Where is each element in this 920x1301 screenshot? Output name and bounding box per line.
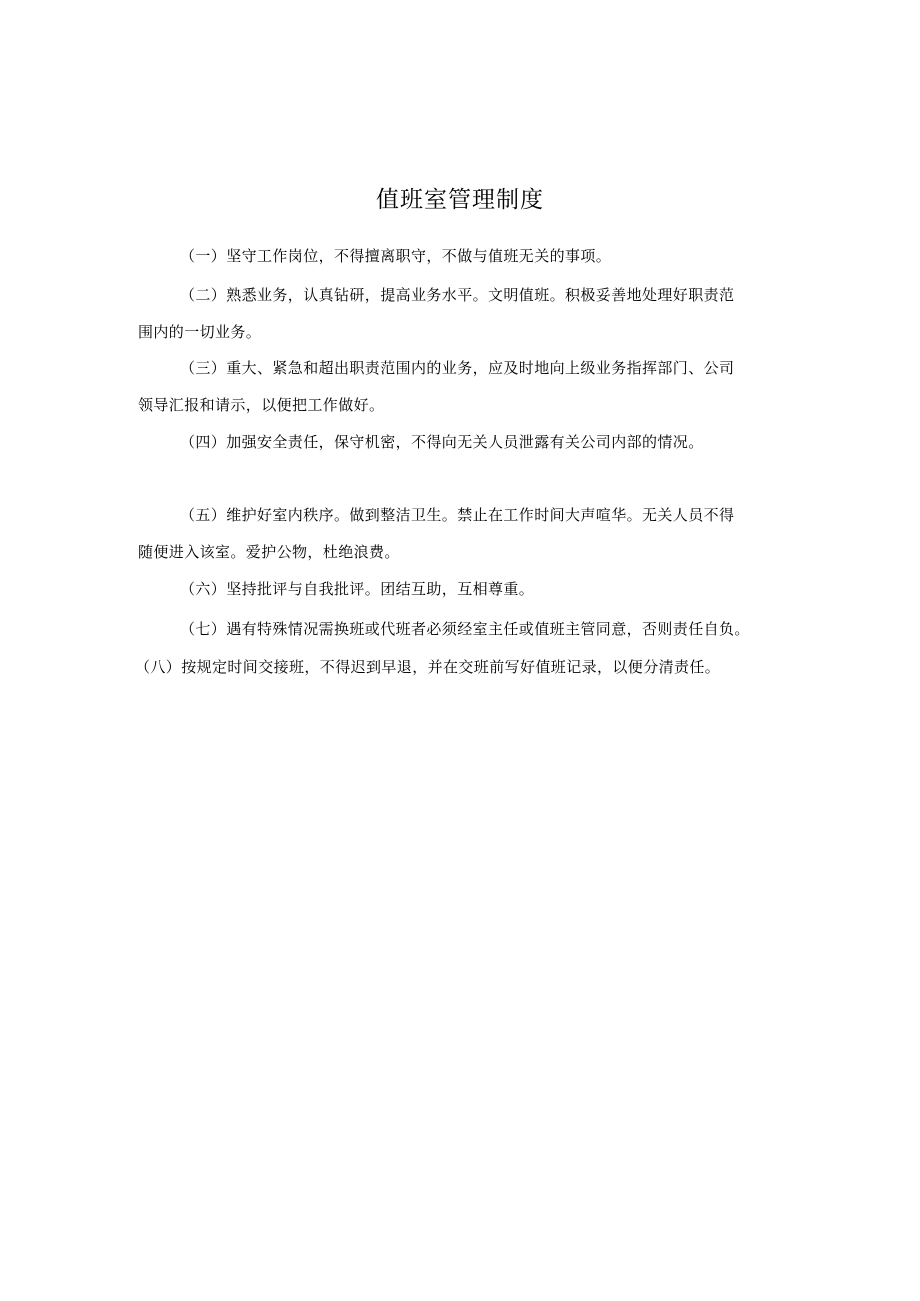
rule-7-line-1: （七）遇有特殊情况需换班或代班者必须经室主任或值班主管同意，否则责任自负。	[180, 620, 750, 638]
rule-8-line-1: （八）按规定时间交接班，不得迟到早退，并在交班前写好值班记录，以便分清责任。	[135, 658, 721, 676]
rule-2-line-1: （二）熟悉业务，认真钻研，提高业务水平。文明值班。积极妥善地处理好职责范	[180, 286, 735, 304]
rule-2-line-2: 围内的一切业务。	[138, 323, 262, 341]
rule-3-line-2: 领导汇报和请示，以便把工作做好。	[138, 396, 385, 414]
rule-1-line-1: （一）坚守工作岗位，不得擅离职守，不做与值班无关的事项。	[180, 247, 612, 265]
page-title: 值班室管理制度	[376, 187, 544, 213]
rule-4-line-1: （四）加强安全责任，保守机密，不得向无关人员泄露有关公司内部的情况。	[180, 433, 704, 451]
rule-5-line-1: （五）维护好室内秩序。做到整洁卫生。禁止在工作时间大声喧华。无关人员不得	[180, 506, 735, 524]
rule-6-line-1: （六）坚持批评与自我批评。团结互助，互相尊重。	[180, 580, 535, 598]
rule-5-line-2: 随便进入该室。爱护公物，杜绝浪费。	[138, 543, 400, 561]
rule-3-line-1: （三）重大、紧急和超出职责范围内的业务，应及时地向上级业务指挥部门、公司	[180, 359, 735, 377]
